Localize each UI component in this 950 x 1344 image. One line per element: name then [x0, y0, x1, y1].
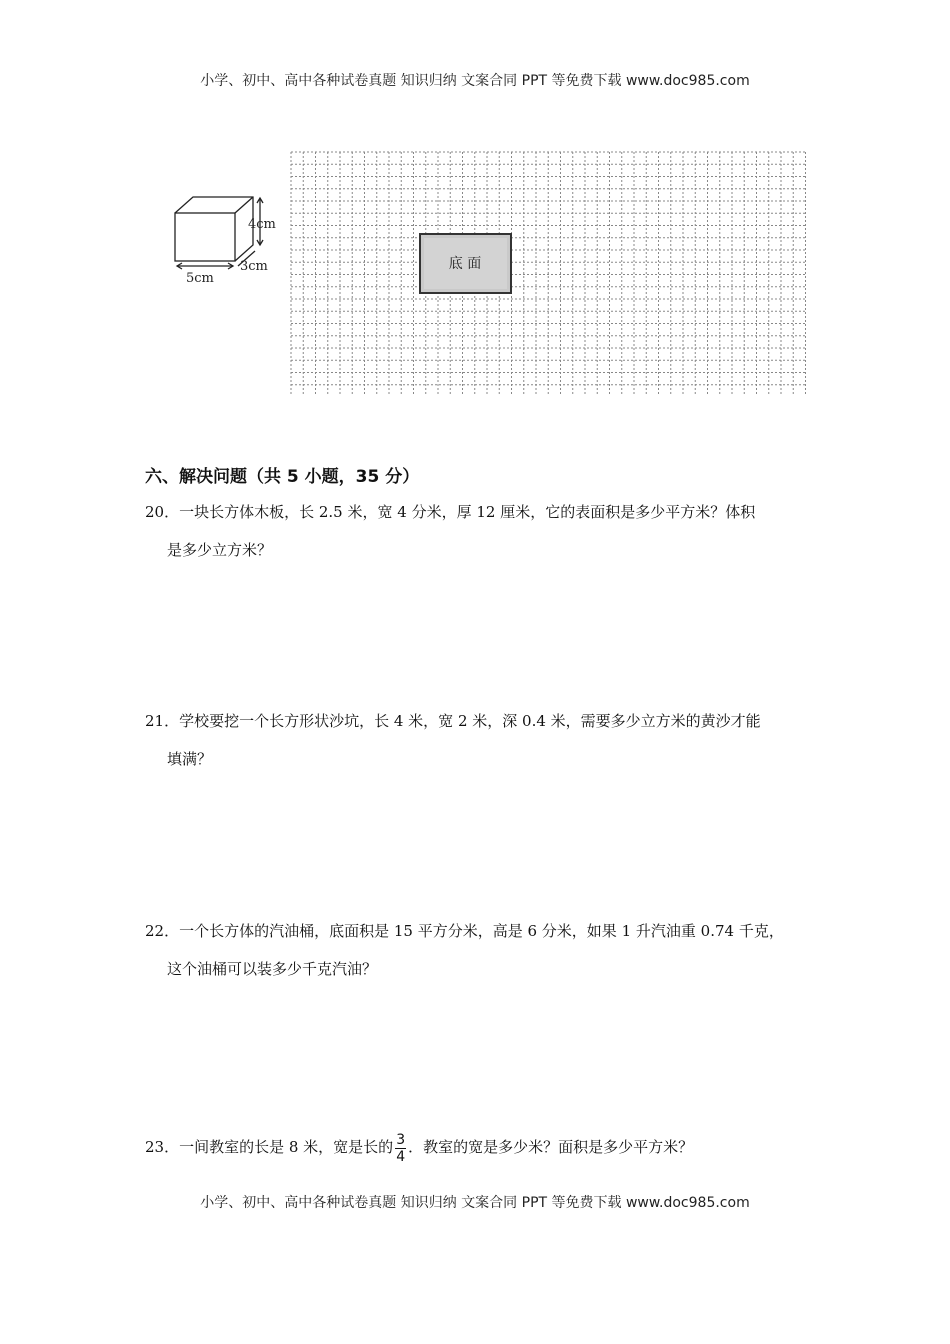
question-20 — [145, 493, 815, 569]
question-23 — [145, 1128, 815, 1166]
question-22 — [145, 912, 815, 988]
question-number: 22． — [145, 922, 180, 940]
question-text-line2: 填满？ — [167, 750, 213, 768]
question-text-line1: 一块长方体木板，长 2.5 米，宽 4 分米，厚 12 厘米，它的表面积是多少平方米？体积 — [179, 503, 756, 521]
question-number: 21． — [145, 712, 180, 730]
question-text-line1: 一个长方体的汽油桶，底面积是 15 平方分米，高是 6 分米，如果 1 升汽油重 0.74 千克， — [179, 922, 784, 940]
question-text-line2: 是多少立方米？ — [167, 541, 273, 559]
dim-width-label: 5cm — [186, 271, 214, 286]
page-header: 小学、初中、高中各种试卷真题 知识归纳 文案合同 PPT 等免费下载 www.doc985.com — [200, 73, 750, 89]
section-title: 六、解决问题（共 5 小题，35 分） — [145, 467, 420, 487]
cuboid-and-grid-figure — [0, 0, 950, 420]
fraction — [395, 1132, 406, 1165]
fraction-numerator: 3 — [396, 1131, 406, 1148]
question-number: 20． — [145, 503, 180, 521]
fraction-denominator: 4 — [396, 1148, 406, 1165]
dim-height-label: 4cm — [248, 217, 276, 232]
question-21 — [145, 702, 815, 778]
page-footer: 小学、初中、高中各种试卷真题 知识归纳 文案合同 PPT 等免费下载 www.doc985.com — [200, 1195, 750, 1211]
question-text-pre: 一间教室的长是 8 米，宽是长的 — [179, 1138, 394, 1156]
question-text-line2: 这个油桶可以装多少千克汽油？ — [167, 960, 378, 978]
dotted-grid — [291, 152, 806, 395]
question-number: 23． — [145, 1138, 180, 1156]
question-text-line1: 学校要挖一个长方形状沙坑，长 4 米，宽 2 米，深 0.4 米，需要多少立方米的黄沙才能 — [179, 712, 761, 730]
base-label: 底 面 — [448, 256, 482, 272]
question-text-post: ．教室的宽是多少米？面积是多少平方米？ — [408, 1138, 694, 1156]
dim-depth-label: 3cm — [240, 259, 268, 274]
